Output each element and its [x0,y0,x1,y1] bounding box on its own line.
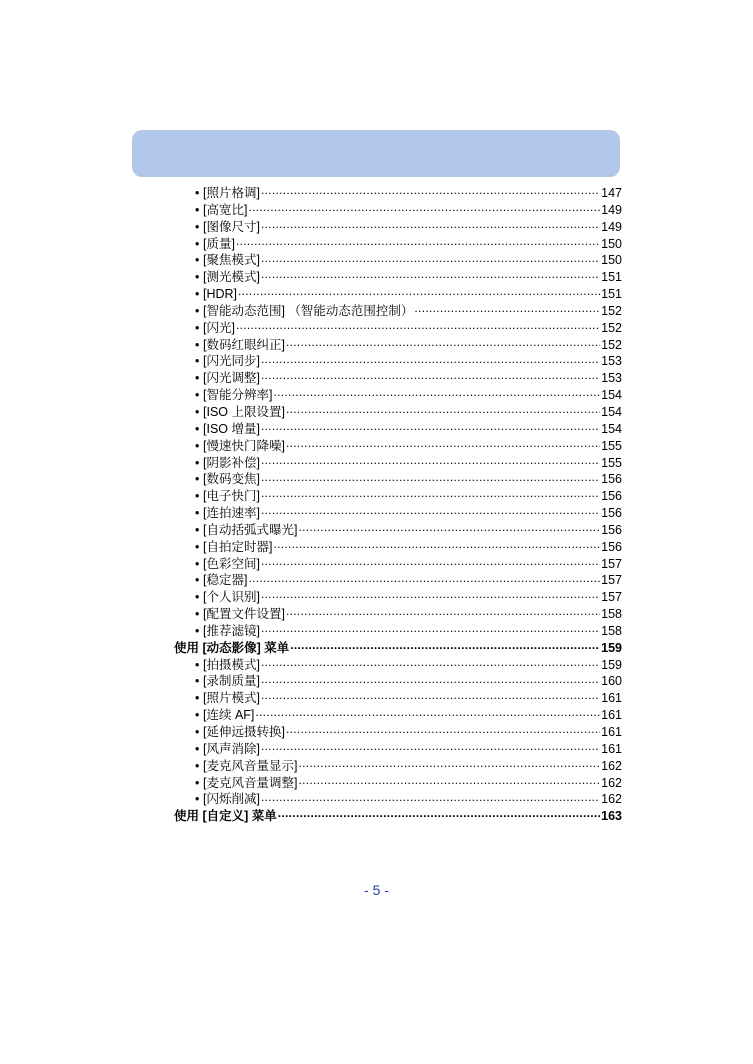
toc-item-row[interactable] [174,438,622,455]
bullet: • [195,522,200,537]
toc-entry-label: [闪烁削减] [203,792,260,807]
bullet: • [195,708,200,723]
dot-leader [286,337,600,349]
dot-leader [286,724,600,736]
toc-entry-page: 158 [601,607,622,622]
toc-entry-label: [测光模式] [203,270,260,285]
toc-item-row[interactable] [174,572,622,589]
dot-leader [261,673,600,685]
toc-entry-page: 158 [601,623,622,638]
dot-leader [261,370,600,382]
toc-entry-label: [配置文件设置] [203,607,285,622]
toc-item-row[interactable] [174,455,622,472]
toc-entry-page: 162 [601,775,622,790]
toc-entry-page: 151 [601,270,622,285]
toc-item-row[interactable] [174,589,622,606]
toc-item-row[interactable] [174,707,622,724]
toc-entry-page: 152 [601,303,622,318]
bullet: • [195,303,200,318]
toc-entry-label: [自拍定时器] [203,539,273,554]
toc-entry-label: [高宽比] [203,202,248,217]
toc-item-row[interactable] [174,387,622,404]
toc-entry-page: 161 [601,708,622,723]
toc-entry-page: 161 [601,741,622,756]
toc-item-row[interactable] [174,623,622,640]
toc-item-row[interactable] [174,353,622,370]
toc-entry-label: [照片模式] [203,691,260,706]
toc-item-row[interactable] [174,219,622,236]
bullet: • [195,438,200,453]
dot-leader [261,505,600,517]
toc-item-row[interactable] [174,673,622,690]
bullet: • [195,186,200,200]
dot-leader [236,320,600,332]
toc-entry-page: 153 [601,354,622,369]
toc-entry-label: [HDR] [203,287,238,302]
toc-entry-page: 154 [601,388,622,403]
toc-entry-page: 159 [601,640,622,655]
toc-entry-label: [连拍速率] [203,506,260,521]
bullet: • [195,455,200,470]
toc-item-row[interactable] [174,791,622,808]
bullet: • [195,354,200,369]
toc-item-row[interactable] [174,741,622,758]
bullet: • [195,657,200,672]
toc-entry-label: [闪光调整] [203,371,260,386]
toc-entry-page: 157 [601,556,622,571]
bullet: • [195,590,200,605]
toc-item-row[interactable] [174,404,622,421]
bullet: • [195,320,200,335]
toc-entry-label: 使用 [自定义] 菜单 [174,809,277,824]
toc-entry-label: [照片格调] [203,186,260,200]
toc-item-row[interactable] [174,269,622,286]
toc-entry-label: [数码变焦] [203,472,260,487]
dot-leader [248,572,600,584]
toc-entry-label: [智能动态范围] （智能动态范围控制） [203,303,414,318]
toc-item-row[interactable] [174,236,622,253]
toc-entry-page: 162 [601,792,622,807]
toc-entry-page: 155 [601,438,622,453]
toc-entry-page: 151 [601,287,622,302]
toc-entry-label: [连续 AF] [203,708,255,723]
toc-entry-label: [色彩空间] [203,556,260,571]
dot-leader [261,488,600,500]
bullet: • [195,236,200,251]
bullet: • [195,421,200,436]
dot-leader [261,623,600,635]
bullet: • [195,674,200,689]
toc-item-row[interactable] [174,657,622,674]
toc-entry-label: [个人识别] [203,590,260,605]
toc-entry-page: 156 [601,522,622,537]
bullet: • [195,691,200,706]
toc-item-row[interactable] [174,471,622,488]
header-band [132,130,620,177]
bullet: • [195,337,200,352]
bullet: • [195,404,200,419]
toc-item-row[interactable] [174,690,622,707]
toc-entry-label: [聚焦模式] [203,253,260,268]
toc-entry-label: [ISO 上限设置] [203,404,285,419]
toc-item-row[interactable] [174,202,622,219]
page-number: - 5 - [364,882,389,898]
toc-entry-label: [闪光同步] [203,354,260,369]
toc-entry-label: [慢速快门降噪] [203,438,285,453]
dot-leader [298,758,600,770]
toc-entry-page: 156 [601,506,622,521]
toc-entry-label: [延伸远摄转换] [203,725,285,739]
dot-leader [278,808,600,820]
toc-entry-page: 162 [601,758,622,773]
bullet: • [195,792,200,807]
toc-item-row[interactable] [174,724,622,741]
bullet: • [195,219,200,234]
toc-entry-page: 149 [601,219,622,234]
toc-entry-page: 149 [601,202,622,217]
dot-leader [238,286,600,298]
toc-entry-page: 156 [601,472,622,487]
toc-section-row[interactable] [174,640,622,657]
dot-leader [261,589,600,601]
bullet: • [195,725,200,739]
dot-leader [255,707,600,719]
toc-entry-label: [麦克风音量显示] [203,758,298,773]
toc-entry-page: 154 [601,421,622,436]
dot-leader [261,791,600,803]
dot-leader [261,556,600,568]
toc-entry-page: 161 [601,691,622,706]
toc-entry-page: 150 [601,253,622,268]
toc-entry-label: [闪光] [203,320,235,335]
dot-leader [273,387,600,399]
dot-leader [261,741,600,753]
toc-entry-label: [阴影补偿] [203,455,260,470]
toc-item-row[interactable] [174,505,622,522]
toc-item-row[interactable] [174,286,622,303]
dot-leader [414,303,600,315]
toc-entry-label: [智能分辨率] [203,388,273,403]
toc-entry-page: 160 [601,674,622,689]
dot-leader [261,471,600,483]
dot-leader [290,640,600,652]
toc-item-row[interactable] [174,303,622,320]
toc-item-row[interactable] [174,758,622,775]
toc-item-row[interactable] [174,370,622,387]
bullet: • [195,287,200,302]
dot-leader [261,269,600,281]
bullet: • [195,573,200,588]
table-of-contents [174,185,622,825]
toc-item-row[interactable] [174,556,622,573]
bullet: • [195,253,200,268]
toc-item-row[interactable] [174,606,622,623]
toc-item-row[interactable] [174,185,622,202]
bullet: • [195,489,200,504]
bullet: • [195,758,200,773]
dot-leader [286,404,600,416]
toc-section-row[interactable] [174,808,622,825]
toc-item-row[interactable] [174,337,622,354]
bullet: • [195,472,200,487]
toc-entry-label: [数码红眼纠正] [203,337,285,352]
toc-entry-page: 157 [601,590,622,605]
toc-entry-page: 150 [601,236,622,251]
dot-leader [261,421,600,433]
toc-entry-label: [质量] [203,236,235,251]
toc-item-row[interactable] [174,522,622,539]
toc-entry-page: 156 [601,489,622,504]
dot-leader [261,252,600,264]
toc-entry-label: [拍摄模式] [203,657,260,672]
toc-item-row[interactable] [174,320,622,337]
toc-entry-label: [录制质量] [203,674,260,689]
bullet: • [195,607,200,622]
dot-leader [261,185,600,197]
toc-entry-page: 155 [601,455,622,470]
toc-item-row[interactable] [174,252,622,269]
dot-leader [261,455,600,467]
dot-leader [286,438,600,450]
dot-leader [248,202,600,214]
toc-entry-label: 使用 [动态影像] 菜单 [174,640,290,655]
toc-entry-page: 152 [601,320,622,335]
toc-item-row[interactable] [174,539,622,556]
toc-item-row[interactable] [174,775,622,792]
bullet: • [195,775,200,790]
toc-entry-label: [风声消除] [203,741,260,756]
dot-leader [261,353,600,365]
bullet: • [195,623,200,638]
bullet: • [195,202,200,217]
dot-leader [236,236,600,248]
dot-leader [261,690,600,702]
dot-leader [298,775,600,787]
bullet: • [195,556,200,571]
toc-entry-label: [自动括弧式曝光] [203,522,298,537]
toc-entry-label: [电子快门] [203,489,260,504]
toc-entry-label: [图像尺寸] [203,219,260,234]
bullet: • [195,371,200,386]
dot-leader [298,522,600,534]
dot-leader [286,606,600,618]
toc-entry-page: 157 [601,573,622,588]
toc-item-row[interactable] [174,488,622,505]
toc-item-row[interactable] [174,421,622,438]
bullet: • [195,741,200,756]
toc-entry-label: [稳定器] [203,573,248,588]
toc-entry-page: 147 [601,186,622,200]
bullet: • [195,506,200,521]
toc-entry-page: 152 [601,337,622,352]
toc-entry-page: 163 [601,809,622,824]
toc-entry-page: 161 [601,725,622,739]
toc-entry-page: 156 [601,539,622,554]
toc-entry-page: 153 [601,371,622,386]
toc-entry-label: [推荐滤镜] [203,623,260,638]
dot-leader [273,539,600,551]
bullet: • [195,388,200,403]
dot-leader [261,219,600,231]
dot-leader [261,657,600,669]
bullet: • [195,270,200,285]
toc-entry-page: 154 [601,404,622,419]
toc-entry-label: [麦克风音量调整] [203,775,298,790]
bullet: • [195,539,200,554]
toc-entry-label: [ISO 增量] [203,421,260,436]
toc-entry-page: 159 [601,657,622,672]
